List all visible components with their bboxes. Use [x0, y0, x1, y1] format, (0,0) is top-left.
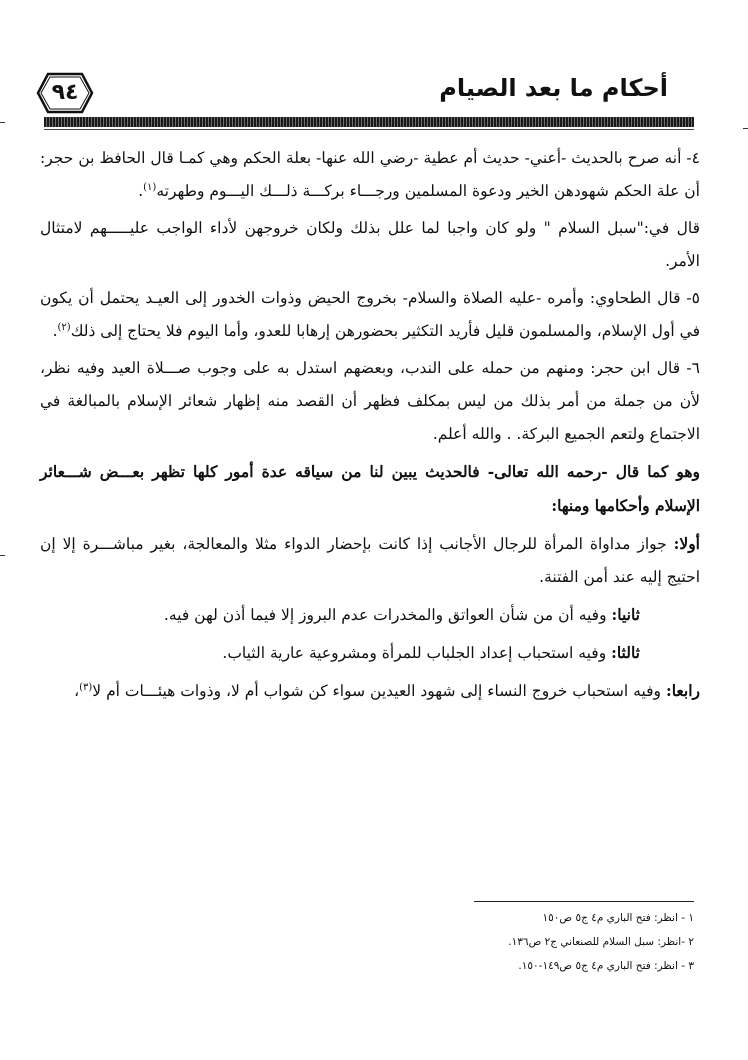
footnote-separator	[474, 901, 694, 902]
scan-edge-mark	[0, 122, 5, 123]
point-label: أولا:	[673, 534, 700, 553]
point-label: ثانيا:	[611, 605, 640, 624]
header-rule-thin	[44, 129, 694, 130]
header-rule	[44, 117, 694, 127]
page-number-badge	[36, 72, 94, 114]
point-label: ثالثا:	[611, 643, 640, 662]
paragraph-summary: وهو كما قال -رحمه الله تعالى- فالحديث يبين لنا من سياقه عدة أمور كلها تظهر بعـــض شـــعائر الإسلام وأحكامها ومنها:	[40, 462, 700, 515]
footnote-ref-1: (١)	[143, 181, 157, 193]
scan-edge-mark	[743, 128, 748, 129]
footnote-1: ١ - انظر: فتح الباري م٤ ج٥ ص١٥٠	[542, 912, 694, 924]
running-title: أحكام ما بعد الصيام	[439, 74, 668, 102]
page-number: ٩٤	[51, 80, 79, 105]
point-label: رابعا:	[665, 681, 700, 700]
point-third: ثالثا: وفيه استحباب إعداد الجلباب للمرأة ومشروعية عارية الثياب.	[222, 643, 640, 662]
paragraph-subul: قال في:"سبل السلام " ولو كان واجبا لما علل بذلك ولكان خروجهن لأداء الواجب عليـــــهم لامتثال الأمر.	[40, 219, 700, 270]
paragraph-6: ٦- قال ابن حجر: ومنهم من حمله على الندب، وبعضهم استدل به على وجوب صـــلاة العيد وفيه نظر، لأن من جملة من أمر بذلك من ليس بمكلف فظهر أن القصد منه إظهار شعائر الإسلام بالمبالغة في الاجتماع ولتعم الجميع البركة. . والله أعلم.	[40, 359, 700, 443]
footnotes	[300, 906, 694, 978]
point-second: ثانيا: وفيه أن من شأن العواتق والمخدرات عدم البروز إلا فيما أذن لهن فيه.	[163, 605, 640, 624]
point-first: أولا: جواز مداواة المرأة للرجال الأجانب إذا كانت بإحضار الدواء مثلا والمعالجة، بغير مباشـــرة إلا إن احتيج إليه عند أمن الفتنة.	[40, 534, 700, 586]
footnote-ref-3: (٣)	[79, 681, 93, 693]
point-fourth: رابعا: وفيه استحباب خروج النساء إلى شهود العيدين سواء كن شواب أم لا، وذوات هيئـــات أم لا$^{(٣)}$،	[74, 681, 700, 700]
footnote-2: ٢ -انظر: سبل السلام للصنعاني ج٢ ص١٣٦.	[508, 936, 694, 948]
footnote-ref-2: (٢)	[57, 321, 71, 333]
paragraph-4: ٤- أنه صرح بالحديث -أعني- حديث أم عطية -رضي الله عنها- بعلة الحكم وهي كمـا قال الحافظ بن حجر: أن علة الحكم شهودهن الخير ودعوة المسلمين ورجـــاء بركـــة ذلـــك اليـــوم وطهرته$^{(١)}$.	[40, 149, 700, 200]
body-text	[40, 142, 700, 712]
scan-edge-mark	[0, 555, 5, 556]
footnote-3: ٣ - انظر: فتح الباري م٤ ج٥ ص١٤٩-١٥٠.	[518, 960, 694, 972]
paragraph-5: ٥- قال الطحاوي: وأمره -عليه الصلاة والسلام- بخروج الحيض وذوات الخدور إلى العيـد يحتمل أن يكون في أول الإسلام، والمسلمون قليل فأريد التكثير بحضورهن إرهابا للعدو، وأما اليوم فلا يحتاج إلى ذلك$^{(٢)}$.	[40, 289, 700, 340]
